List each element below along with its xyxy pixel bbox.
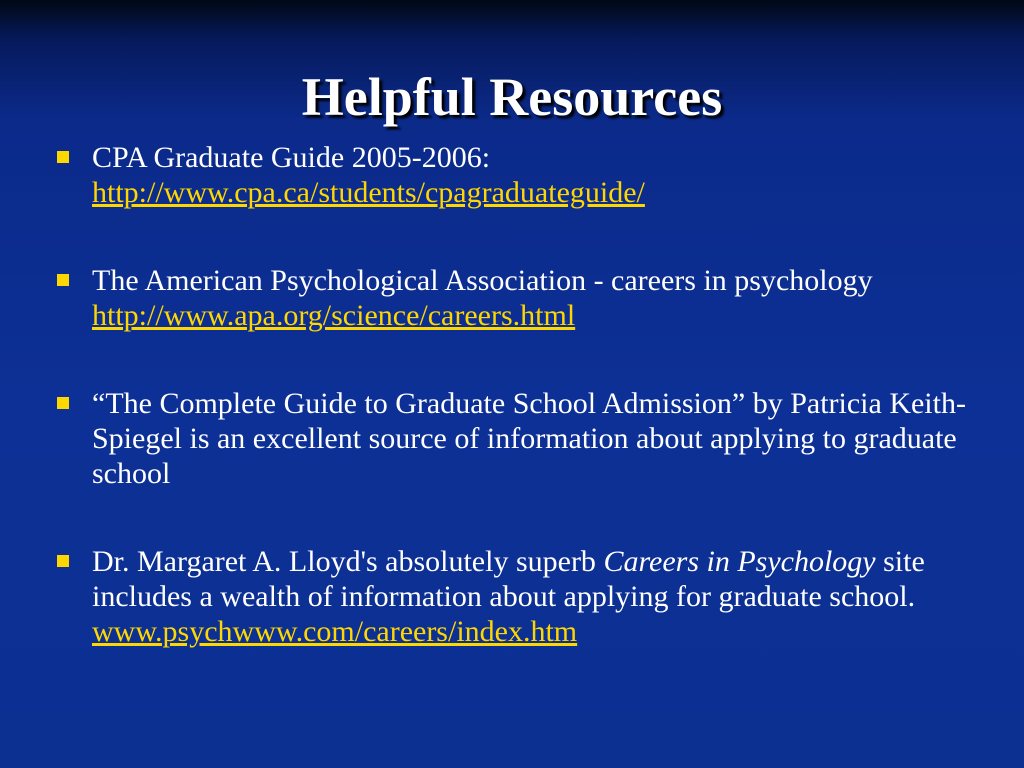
bullet-text: The American Psychological Association - careers in psychology: [92, 264, 873, 297]
square-bullet-icon: [57, 555, 69, 567]
list-item: [52, 140, 972, 210]
list-item: [52, 263, 972, 333]
bullet-list: [52, 140, 972, 702]
apa-careers-link[interactable]: http://www.apa.org/science/careers.html: [92, 299, 576, 332]
psychwww-careers-link[interactable]: www.psychwww.com/careers/index.htm: [92, 615, 578, 648]
slide-title: Helpful Resources: [301, 67, 723, 127]
list-item: [52, 544, 972, 649]
careers-in-psychology-title: Careers in Psychology: [603, 545, 876, 578]
cpa-guide-link[interactable]: http://www.cpa.ca/students/cpagraduateguide/: [92, 176, 645, 209]
bullet-text: CPA Graduate Guide 2005-2006:: [92, 141, 491, 174]
bullet-text: “The Complete Guide to Graduate School Admission” by Patricia Keith-Spiegel is an excellent source of information about applying to graduate school: [92, 387, 966, 490]
square-bullet-icon: [57, 397, 69, 409]
square-bullet-icon: [57, 274, 69, 286]
bullet-text: Dr. Margaret A. Lloyd's absolutely superb: [92, 545, 604, 578]
bullet-text: site includes a wealth of information about applying for graduate school.: [92, 545, 925, 613]
square-bullet-icon: [57, 151, 69, 163]
list-item: [52, 386, 972, 491]
